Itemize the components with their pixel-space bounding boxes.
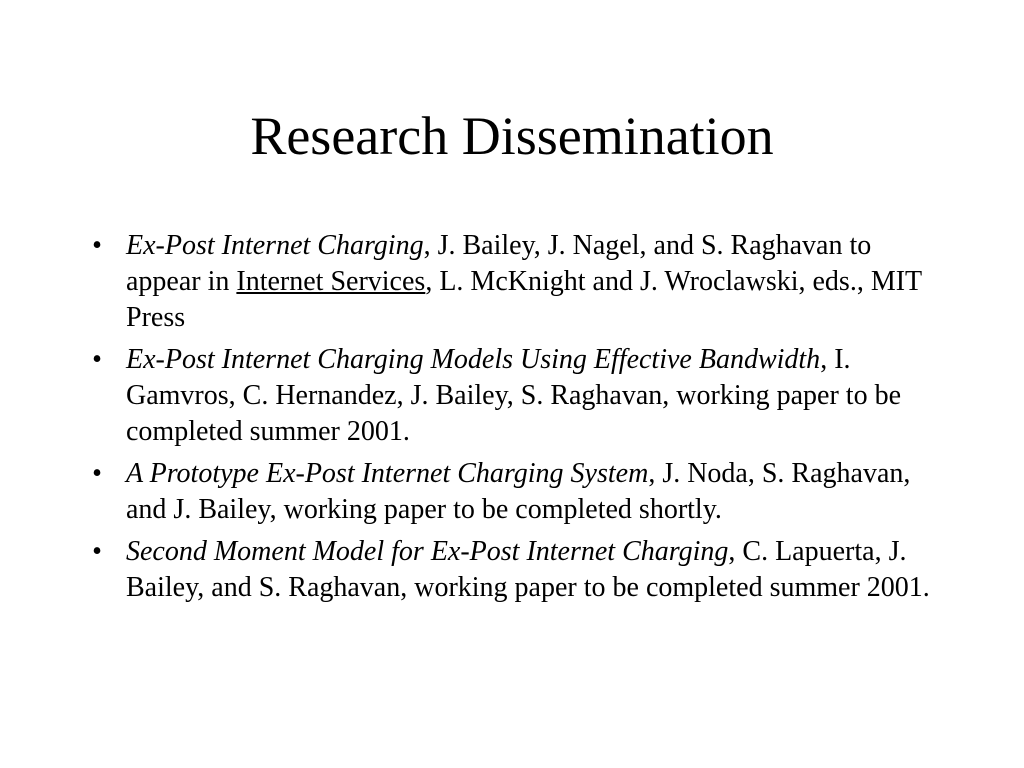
reference-title: A Prototype Ex-Post Internet Charging System	[126, 458, 649, 489]
slide-title: Research Dissemination	[250, 106, 774, 166]
reference-authors: , J. Bailey, J. Nagel, and S. Raghavan to appear in	[126, 230, 872, 297]
reference-venue: Internet Services	[236, 266, 426, 297]
reference-title: Ex-Post Internet Charging Models Using Effective Bandwidth	[126, 344, 821, 375]
reference-list	[82, 228, 952, 612]
reference-authors: , I. Gamvros, C. Hernandez, J. Bailey, S. Raghavan, working paper to be completed summer 2001.	[126, 344, 901, 447]
reference-authors: , J. Noda, S. Raghavan, and J. Bailey, working paper to be completed shortly.	[126, 458, 911, 525]
reference-title: Ex-Post Internet Charging	[126, 230, 424, 261]
reference-authors: , C. Lapuerta, J. Bailey, and S. Raghavan, working paper to be completed summer 2001.	[126, 536, 930, 603]
reference-publisher: , L. McKnight and J. Wroclawski, eds., MIT Press	[126, 266, 922, 333]
reference-item	[82, 228, 952, 336]
reference-item	[82, 534, 952, 606]
bullet-icon: •	[92, 230, 102, 261]
bullet-icon: •	[92, 536, 102, 567]
reference-title: Second Moment Model for Ex-Post Internet Charging	[126, 536, 729, 567]
reference-item	[82, 342, 952, 450]
reference-item	[82, 456, 952, 528]
bullet-icon: •	[92, 344, 102, 375]
bullet-icon: •	[92, 458, 102, 489]
